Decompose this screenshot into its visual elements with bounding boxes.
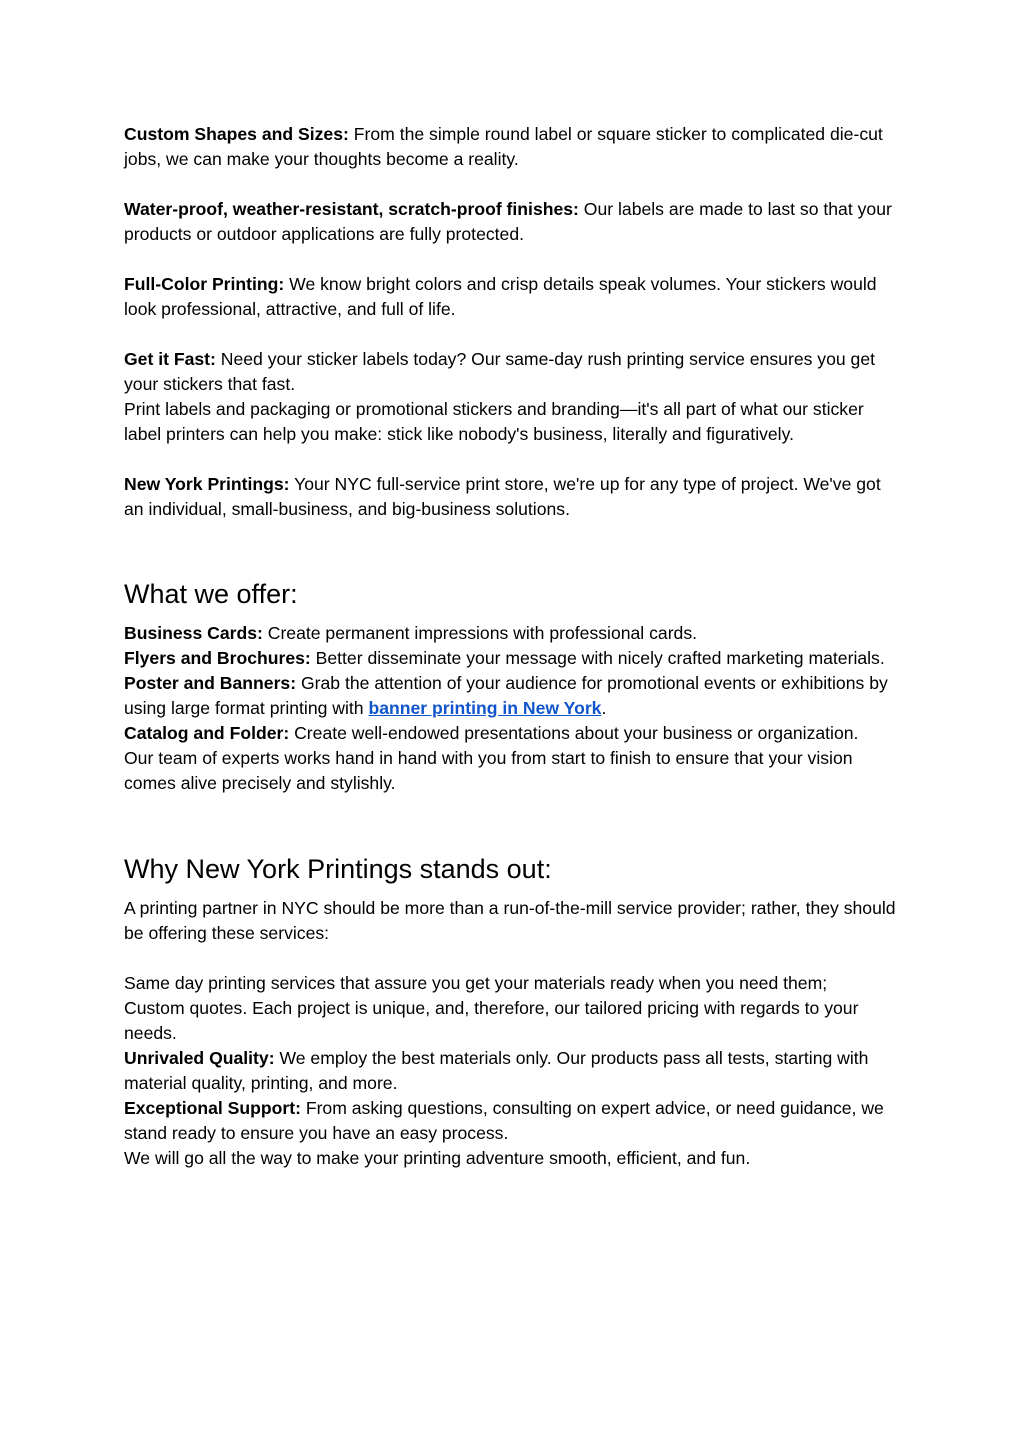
- team-paragraph: Our team of experts works hand in hand with you from start to finish to ensure that your vision comes alive precisely and stylishly.: [124, 748, 853, 793]
- support-item: [124, 1096, 904, 1146]
- partner-paragraph: A printing partner in NYC should be more than a run-of-the-mill service provider; rather, they should be offering these services:: [124, 898, 896, 943]
- print-labels-paragraph: Print labels and packaging or promotional stickers and branding—it's all part of what our sticker label printers can help you make: stick like nobody's business, literally and figuratively.: [124, 399, 864, 444]
- waterproof-text: Our labels are made to last so that your products or outdoor applications are fully protected.: [124, 199, 892, 244]
- flyers-label: Flyers and Brochures:: [124, 648, 311, 668]
- quality-item: [124, 1046, 904, 1096]
- waterproof-paragraph: [124, 197, 904, 247]
- closing-paragraph: We will go all the way to make your printing adventure smooth, efficient, and fun.: [124, 1148, 751, 1168]
- custom-quotes-paragraph: Custom quotes. Each project is unique, and, therefore, our tailored pricing with regards to your needs.: [124, 998, 859, 1043]
- custom-shapes-paragraph: [124, 122, 904, 172]
- why-stands-out-heading: Why New York Printings stands out:: [124, 854, 552, 884]
- business-cards-text: Create permanent impressions with professional cards.: [262, 623, 698, 643]
- flyers-item: [124, 646, 904, 671]
- support-text: From asking questions, consulting on expert advice, or need guidance, we stand ready to ensure you have an easy process.: [124, 1098, 884, 1143]
- get-it-fast-text: Need your sticker labels today? Our same-day rush printing service ensures you get your stickers that fast.: [124, 349, 875, 394]
- new-york-printings-label: New York Printings:: [124, 474, 290, 494]
- catalog-text: Create well-endowed presentations about your business or organization.: [289, 723, 859, 743]
- full-color-text: We know bright colors and crisp details speak volumes. Your stickers would look professional, attractive, and full of life.: [124, 274, 877, 319]
- poster-end: .: [601, 698, 607, 718]
- waterproof-label: Water-proof, weather-resistant, scratch-proof finishes:: [124, 199, 579, 219]
- quality-text: We employ the best materials only. Our products pass all tests, starting with material quality, printing, and more.: [124, 1048, 869, 1093]
- banner-printing-link[interactable]: banner printing in New York: [368, 698, 602, 718]
- poster-text: Grab the attention of your audience for promotional events or exhibitions by using large format printing with: [124, 673, 888, 718]
- business-cards-label: Business Cards:: [124, 623, 263, 643]
- custom-shapes-text: From the simple round label or square sticker to complicated die-cut jobs, we can make your thoughts become a reality.: [124, 124, 883, 169]
- new-york-printings-text: Your NYC full-service print store, we're up for any type of project. We've got an individual, small-business, and big-business solutions.: [124, 474, 881, 519]
- business-cards-item: [124, 621, 904, 646]
- new-york-printings-paragraph: [124, 472, 904, 522]
- get-it-fast-label: Get it Fast:: [124, 349, 216, 369]
- catalog-item: [124, 721, 904, 746]
- support-label: Exceptional Support:: [124, 1098, 301, 1118]
- flyers-text: Better disseminate your message with nicely crafted marketing materials.: [310, 648, 885, 668]
- catalog-label: Catalog and Folder:: [124, 723, 290, 743]
- full-color-paragraph: [124, 272, 904, 322]
- quality-label: Unrivaled Quality:: [124, 1048, 275, 1068]
- custom-shapes-label: Custom Shapes and Sizes:: [124, 124, 349, 144]
- get-it-fast-paragraph: [124, 347, 904, 397]
- what-we-offer-heading: What we offer:: [124, 579, 298, 609]
- document-page: [124, 122, 904, 1171]
- poster-item: [124, 671, 904, 721]
- poster-label: Poster and Banners:: [124, 673, 297, 693]
- full-color-label: Full-Color Printing:: [124, 274, 285, 294]
- same-day-paragraph: Same day printing services that assure you get your materials ready when you need them;: [124, 973, 828, 993]
